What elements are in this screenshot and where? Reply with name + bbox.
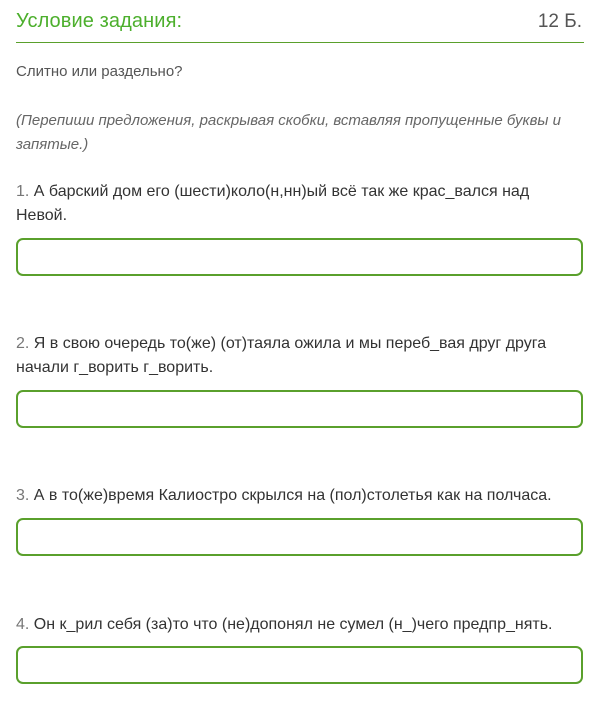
task-header [16,8,584,43]
task-number: 3. [16,487,30,504]
answer-field-4[interactable] [16,646,583,684]
task-text: А барский дом его (шести)коло(н,нн)ый всё так же крас_вался над Невой. [16,183,530,224]
task-item-3 [16,484,576,508]
question-type: Слитно или раздельно? [16,63,183,80]
answer-field-3[interactable] [16,518,583,556]
task-sentence [16,484,576,508]
task-sentence [16,180,576,228]
task-text: Он к_рил себя (за)то что (не)допонял не сумел (н_)чего предпр_нять. [33,616,553,633]
task-number: 2. [16,335,30,352]
task-item-1 [16,180,576,228]
task-sentence [16,332,576,380]
task-number: 4. [16,616,30,633]
answer-field-1[interactable] [16,238,583,276]
task-sentence [16,613,576,637]
task-text: Я в свою очередь то(же) (от)таяла ожила и мы переб_вая друг друга начали г_ворить г_ворить. [16,335,547,376]
task-condition-title: Условие задания: [16,10,183,32]
task-points: 12 Б. [537,11,582,32]
answer-field-2[interactable] [16,390,583,428]
task-text: А в то(же)время Калиостро скрылся на (пол)столетья как на полчаса. [33,487,552,504]
task-instruction: (Перепиши предложения, раскрывая скобки, вставляя пропущенные буквы и запятые.) [16,112,561,153]
task-item-2 [16,332,576,380]
task-number: 1. [16,183,30,200]
task-item-4 [16,613,576,637]
